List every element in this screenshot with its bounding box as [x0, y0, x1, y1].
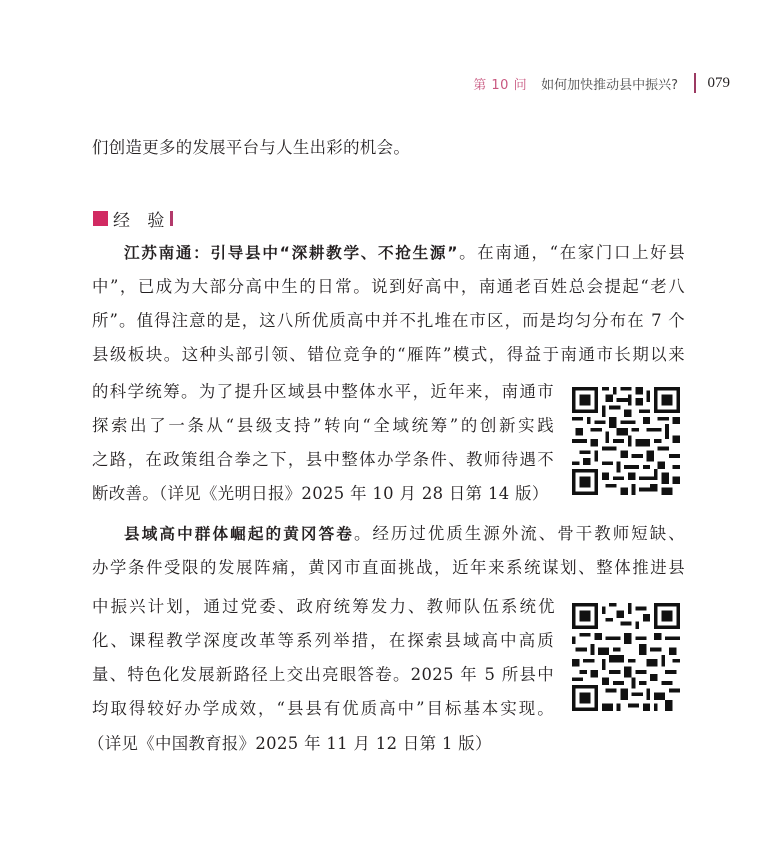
section-heading: [93, 206, 173, 231]
case2-line-5: 量、特色化发展新路径上交出亮眼答卷。2025 年 5 所县中: [92, 665, 554, 684]
case1-line-2: 中”，已成为大部分高中生的日常。说到好高中，南通老百姓总会提起“老八: [92, 277, 685, 296]
section-square-icon: [93, 211, 108, 226]
section-title: 经 验: [113, 211, 171, 231]
case1-line-5: 的科学统筹。为了提升区域县中整体水平，近年来，南通市: [92, 382, 554, 401]
case2-citation: （详见《中国教育报》2025 年 11 月 12 日第 1 版）: [88, 734, 492, 753]
running-head: [440, 72, 730, 94]
case2-title: 县域高中群体崛起的黄冈答卷: [124, 525, 354, 543]
case1-line-3: 所”。值得注意的是，这八所优质高中并不扎堆在市区，而是均匀分布在 7 个: [92, 311, 685, 330]
qr-code-icon: [572, 387, 680, 495]
case1-line-1: 江苏南通：引导县中“深耕教学、不抢生源”。在南通，“在家门口上好县: [124, 243, 685, 262]
case1-line-6: 探索出了一条从“县级支持”转向“全域统筹”的创新实践: [92, 416, 554, 435]
chapter-label: 第 10 问: [473, 77, 528, 93]
case2-line-6: 均取得较好办学成效，“县县有优质高中”目标基本实现。: [92, 699, 554, 718]
case1-line-4: 县级板块。这种头部引领、错位竞争的“雁阵”模式，得益于南通市长期以来: [92, 345, 685, 364]
case2-line-2: 办学条件受限的发展阵痛，黄冈市直面挑战，近年来系统谋划、整体推进县: [92, 558, 685, 577]
case2-line-3: 中振兴计划，通过党委、政府统筹发力、教师队伍系统优: [92, 597, 557, 616]
intro-text: 们创造更多的发展平台与人生出彩的机会。: [92, 138, 411, 157]
qr-code-icon: [572, 603, 680, 711]
chapter-title: 如何加快推动县中振兴?: [541, 77, 678, 93]
case1-citation: 断改善。（详见《光明日报》2025 年 10 月 28 日第 14 版）: [92, 484, 549, 503]
case2-line-1: 县域高中群体崛起的黄冈答卷。经历过优质生源外流、骨干教师短缺、: [124, 524, 685, 543]
case2-line-4: 化、课程教学深度改革等系列举措，在探索县域高中高质: [92, 631, 554, 650]
case1-title: 江苏南通：引导县中“深耕教学、不抢生源”: [124, 244, 458, 262]
header-divider: [694, 73, 696, 93]
case1-line-7: 之路，在政策组合拳之下，县中整体办学条件、教师待遇不: [92, 450, 554, 469]
page-number: 079: [707, 74, 730, 91]
section-bar-icon: [170, 211, 173, 226]
